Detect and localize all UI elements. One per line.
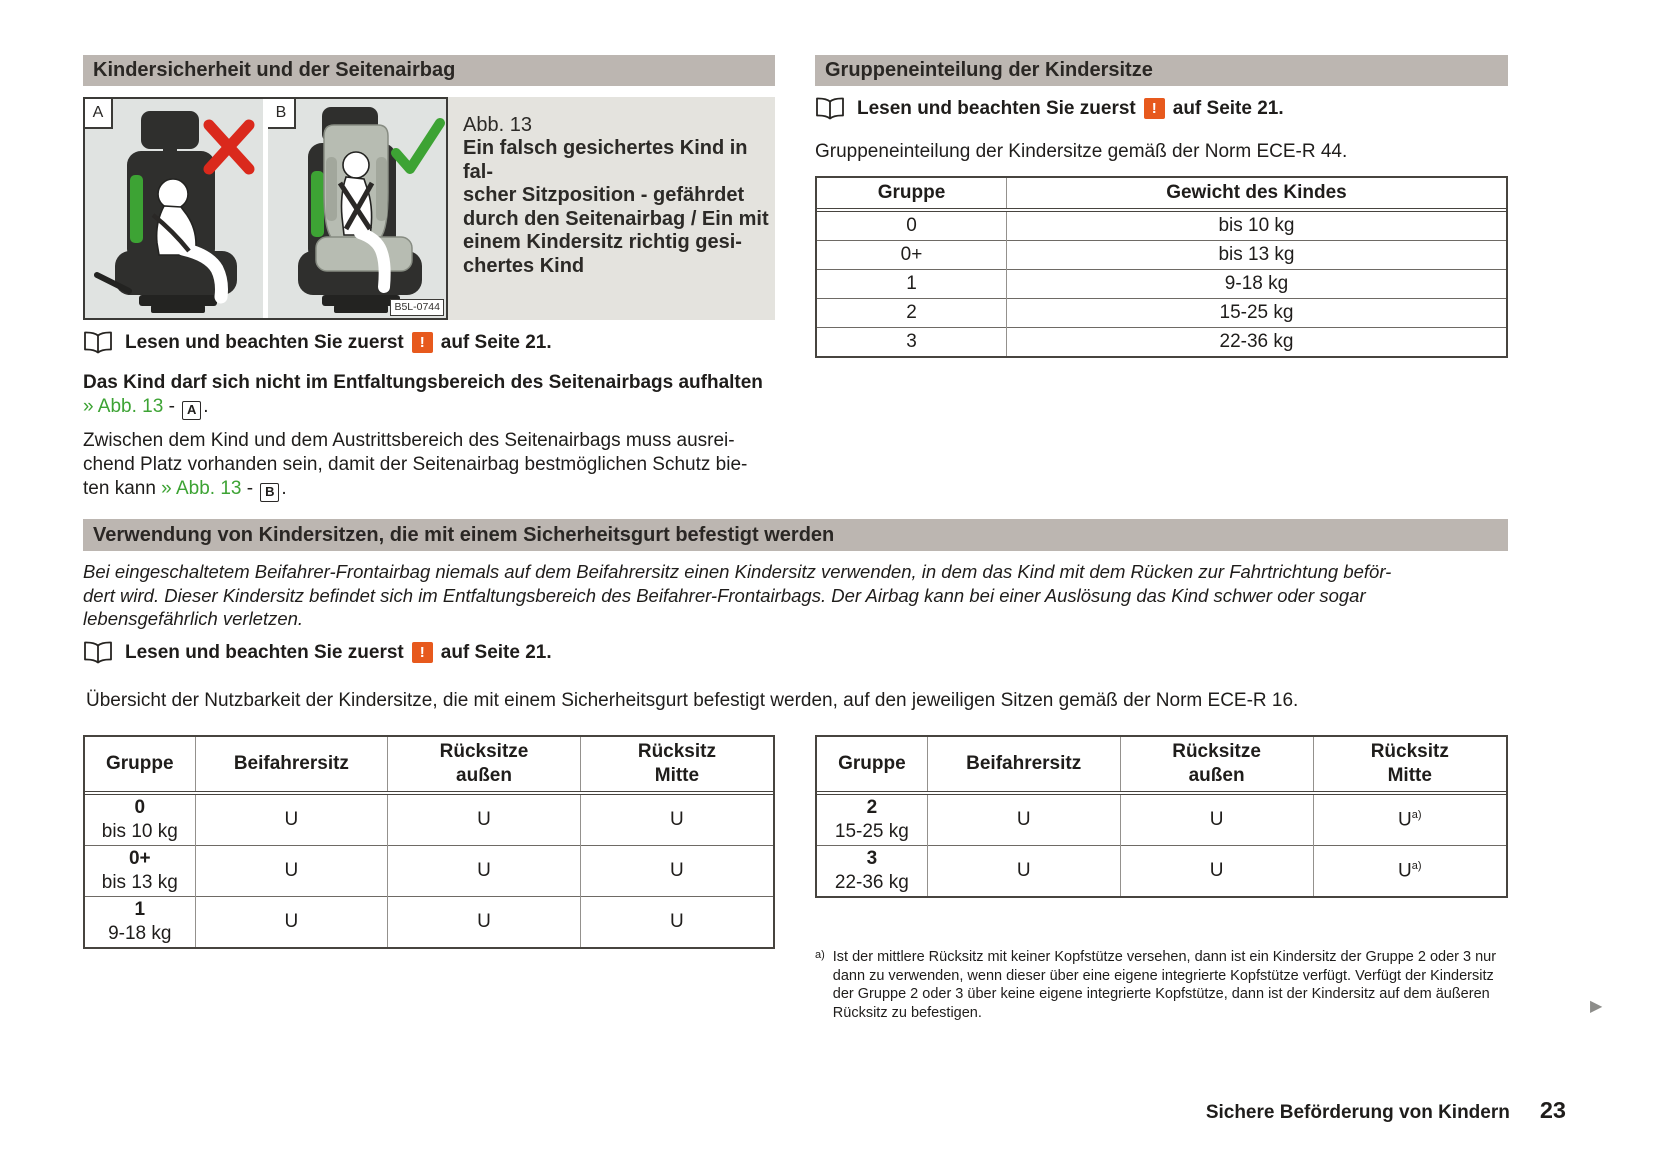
read-note-prefix: Lesen und beachten Sie zuerst [125, 331, 404, 353]
table-row [817, 299, 1506, 328]
cell-usage-with-footnote: $U^{a)}$ [1313, 846, 1506, 897]
read-note-suffix: auf Seite 21. [440, 641, 552, 663]
table-footnote [815, 948, 1515, 1022]
figure-reference-link[interactable]: » Abb. 13 [161, 478, 242, 499]
cell-gruppe: 2 [817, 299, 1006, 328]
figure-caption-id: Abb. 13 [463, 114, 532, 136]
figure-panel-a [85, 99, 263, 318]
seat-illustration-wrong [85, 99, 263, 318]
section-header-sicherheitsgurt: Verwendung von Kindersitzen, die mit einem Sicherheitsgurt befestigt werden [83, 519, 1508, 551]
open-book-icon [83, 331, 113, 354]
section-header-gruppeneinteilung: Gruppeneinteilung der Kindersitze [815, 55, 1508, 86]
read-note-suffix: auf Seite 21. [1172, 97, 1284, 119]
figure-ref-box-a: A [182, 401, 201, 420]
airbag-warning-paragraph [83, 560, 1513, 631]
warning-badge-icon[interactable]: ! [412, 642, 433, 663]
panel-label-a: A [85, 99, 113, 129]
cell-gewicht: bis 10 kg [1006, 210, 1506, 241]
image-code: B5L-0744 [390, 299, 444, 316]
page-footer [1206, 1097, 1566, 1124]
cell-usage: U [388, 897, 581, 948]
panel-label-b: B [268, 99, 296, 129]
warning-badge-icon[interactable]: ! [1144, 98, 1165, 119]
cell-usage: U [580, 793, 773, 846]
read-note-prefix: Lesen und beachten Sie zuerst [125, 641, 404, 663]
warning-line: lebensgefährlich verletzen. [83, 608, 304, 629]
table-row [817, 846, 1506, 897]
separator: - [163, 396, 181, 417]
table-header-row [817, 178, 1506, 210]
footnote-marker: a) [1411, 859, 1422, 872]
cell-usage: U [927, 846, 1120, 897]
table-row [817, 328, 1506, 357]
table-row [817, 241, 1506, 270]
page-continuation-arrow-icon: ▶ [1590, 998, 1603, 1015]
paragraph-text: Das Kind darf sich nicht im Entfaltungsbereich des Seitenairbags aufhalten [83, 372, 763, 393]
cell-usage: U [195, 897, 388, 948]
cell-gruppe: 2 15-25 kg [834, 797, 909, 842]
cell-usage: U [195, 793, 388, 846]
seat-illustration-correct [268, 99, 446, 318]
period: . [281, 478, 287, 499]
column-header-ruecksitze-aussen: Rücksitze außen [388, 737, 581, 793]
separator: - [241, 478, 259, 499]
cell-usage: U [1120, 793, 1313, 846]
table-row [817, 793, 1506, 846]
cell-usage: U [388, 846, 581, 897]
warning-line: Bei eingeschaltetem Beifahrer-Frontairbag niemals auf dem Beifahrersitz einen Kindersitz verwenden, in dem das Kind mit dem Rücken zur Fahrtrichtung beför- [83, 561, 1392, 582]
cell-usage: U [388, 793, 581, 846]
footnote-marker: a) [1411, 808, 1422, 821]
figure-abb-13 [83, 97, 775, 320]
read-note-prefix: Lesen und beachten Sie zuerst [857, 97, 1136, 119]
open-book-icon [815, 97, 845, 120]
period: . [203, 396, 209, 417]
cell-gruppe: 0+ bis 13 kg [85, 846, 195, 897]
paragraph-line: chend Platz vorhanden sein, damit der Seitenairbag bestmöglichen Schutz bie- [83, 454, 748, 475]
cell-gruppe: 0 bis 10 kg [101, 797, 178, 842]
figure-caption-line: chertes Kind [463, 254, 585, 277]
seat-usage-table-left [83, 735, 775, 949]
column-header-ruecksitz-mitte: Rücksitz Mitte [1313, 737, 1506, 793]
green-airbag-stripe [311, 171, 324, 237]
seat-usage-table-right [815, 735, 1508, 898]
group-weight-table [815, 176, 1508, 358]
paragraph-line: ten kann [83, 478, 162, 499]
column-header-beifahrersitz: Beifahrersitz [927, 737, 1120, 793]
cell-usage: U [195, 846, 388, 897]
figure-caption-line: einem Kindersitz richtig gesi- [463, 231, 742, 253]
group-table-intro: Gruppeneinteilung der Kindersitze gemäß der Norm ECE-R 44. [815, 141, 1348, 162]
cell-usage: U [1120, 846, 1313, 897]
section-header-seitenairbag: Kindersicherheit und der Seitenairbag [83, 55, 775, 86]
cell-usage: U [580, 846, 773, 897]
table-row [85, 897, 773, 948]
footer-chapter-title: Sichere Beförderung von Kindern [1205, 1102, 1510, 1123]
figure-caption-line: scher Sitzposition - gefährdet [463, 184, 745, 206]
cell-gruppe: 1 9-18 kg [85, 897, 195, 948]
paragraph-abstand [83, 429, 783, 502]
cell-gruppe: 1 [817, 270, 1006, 299]
cell-gewicht: bis 13 kg [1006, 241, 1506, 270]
table-row [85, 846, 773, 897]
green-airbag-stripe [130, 175, 143, 243]
warning-line: dert wird. Dieser Kindersitz befindet sich im Entfaltungsbereich des Beifahrer-Frontairbags. Der Airbag kann bei einer Auslösung das Kind schwer oder sogar [83, 584, 1366, 606]
figure-caption-line: durch den Seitenairbag / Ein mit [463, 207, 769, 230]
cell-gruppe: 0 [906, 215, 917, 236]
column-header-gewicht: Gewicht des Kindes [1006, 178, 1506, 210]
read-note-left [83, 331, 552, 354]
overview-intro: Übersicht der Nutzbarkeit der Kindersitze, die mit einem Sicherheitsgurt befestigt werden, auf den jeweiligen Sitzen gemäß der Norm ECE-R 16. [86, 690, 1299, 711]
open-book-icon [83, 641, 113, 664]
figure-ref-box-b: B [260, 483, 279, 502]
cell-usage-with-footnote: $U^{a)}$ [1313, 793, 1506, 846]
table-header-row [85, 737, 773, 793]
read-note-belt [83, 641, 552, 664]
figure-panel-b [268, 99, 446, 318]
figure-caption-line: Ein falsch gesichertes Kind in fal- [463, 137, 748, 183]
cell-gruppe: 3 22-36 kg [817, 846, 927, 897]
column-header-ruecksitze-aussen: Rücksitze außen [1120, 737, 1313, 793]
figure-caption [448, 97, 775, 320]
column-header-ruecksitz-mitte: Rücksitz Mitte [580, 737, 773, 793]
table-row [817, 210, 1506, 241]
figure-reference-link[interactable]: » Abb. 13 [83, 396, 164, 417]
table-header-row [817, 737, 1506, 793]
footnote-text: Ist der mittlere Rücksitz mit keiner Kopfstütze versehen, dann ist ein Kindersitz der Gruppe 2 oder 3 nur dann zu verwenden, wenn dieser über eine eigene integrierte Kopfstütze verfügt. Verfügt der Kindersitz der Gruppe 2 oder 3 über keine eigene integrierte Kopfstütze, dann ist der Kindersitz auf dem äußeren Rücksitz zu befestigen. [832, 949, 1497, 1021]
warning-badge-icon[interactable]: ! [412, 332, 433, 353]
column-header-gruppe: Gruppe [817, 737, 927, 793]
paragraph-seitenairbag-warning [83, 371, 783, 420]
read-note-suffix: auf Seite 21. [440, 331, 552, 353]
column-header-beifahrersitz: Beifahrersitz [195, 737, 388, 793]
cell-gewicht: 15-25 kg [1006, 299, 1506, 328]
cell-gewicht: 9-18 kg [1006, 270, 1506, 299]
table-row [85, 793, 773, 846]
table-row [817, 270, 1506, 299]
footer-page-number: 23 [1539, 1097, 1566, 1123]
column-header-gruppe: Gruppe [817, 178, 1006, 210]
paragraph-line: Zwischen dem Kind und dem Austrittsbereich des Seitenairbags muss ausrei- [83, 430, 735, 451]
read-note-right [815, 97, 1284, 120]
column-header-gruppe: Gruppe [85, 737, 195, 793]
footnote-marker: a) [815, 949, 825, 961]
cell-gruppe: 3 [817, 328, 1006, 357]
figure-image [83, 97, 448, 320]
cell-usage: U [580, 897, 773, 948]
cell-gruppe: 0+ [817, 241, 1006, 270]
cell-gewicht: 22-36 kg [1006, 328, 1506, 357]
cell-usage: U [927, 793, 1120, 846]
